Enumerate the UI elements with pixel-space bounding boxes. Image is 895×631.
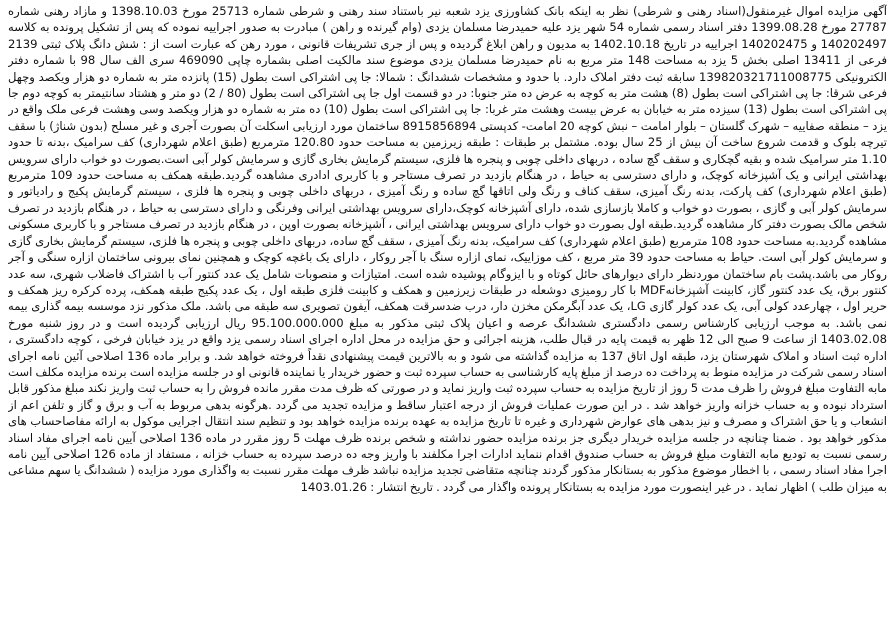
publish-date: 1403.01.26	[300, 479, 368, 494]
auction-notice-text	[8, 3, 887, 627]
notice-paragraph	[8, 3, 887, 495]
notice-body: آگهی مزایده اموال غیرمنقول(اسناد رهنی و شرطی) نظر به اینکه بانک کشاورزی یزد شعبه نیر باستناد سند رهنی و شرطی شماره 25713 مورخ 1398.10.03 و مازاد رهنی شماره 27787 مورخ 1399.08.28 دفتر اسناد رسمی شماره 54 شهر یزد علیه حمیدرضا مسلمان یزدی (وام گیرنده و راهن ) مبادرت به صدور اجراییه نموده که پس از تشکیل پرونده به کلاسه 140202497 و 140202475 اجراییه در تاریخ 1402.10.18 به مدیون و راهن ابلاغ گردیده و پس از جری تشریفات قانونی ، مورد رهن که عبارت است از : شش دانگ پلاک ثبتی 2139 فرعی از 13411 اصلی بخش 5 یزد به مساحت 148 متر مربع به نام حمیدرضا مسلمان یزدی موضوع سند مالکیت اصلی بشماره چاپی 469090 سری الف سال 98 با شماره دفتر الکترونیکی 139820321711008775 سابقه ثبت دفتر املاک دارد. با حدود و مشخصات ششدانگ : شمالا: جا پی اشتراکی است بطول (15) پانزده متر به شماره دو هزار ویکصد وچهل فرعی شرقا: جا پی اشتراکی است بطول (8) هشت متر به کوچه به عرض ده متر جنوبا: در دو قسمت اول جا پی اشتراکی است بطول (80 / 2) دو متر و هشتاد سانتیمتر به کوچه دوم جا پی اشتراکی است بطول (13) سیزده متر به خیابان به عرض بیست وهشت متر غربا: جا پی اشتراکی است بطول (10) ده متر به شماره دو هزار ویکصد وسی وهشت فرعی ملک واقع در یزد – منطقه صفاییه – شهرک گلستان – بلوار امامت – نبش کوچه 20 امامت- کدپستی 8915856894 ساختمان مورد ارزیابی اسکلت آن بصورت آجری و غیر مسلح (بدون شناژ) با سقف تیرچه بلوک و قدمت شروع ساخت آن بیش از 25 سال بوده. مشتمل بر طبقات : طبقه زیرزمین به مساحت حدود 120.80 مترمربع (طبق اعلام شهرداری) کف سرامیک ،بدنه تا حدود 1.10 متر سرامیک شده و بقیه گچکاری و سقف گچ ساده ، دربهای داخلی چوبی و پنجره ها فلزی، سیستم گرمایش بخاری گازی و سرمایش کولر آبی است.بصورت دو خواب دارای سرویس بهداشتی ایرانی و یک آشپزخانه کوچک، و دارای دسترسی به حیاط ، در هنگام بازدید در تصرف مستاجر و با کاربری ادادری مشاهده گردید.طبقه همکف به مساحت حدود 109 مترمربع (طبق اعلام شهرداری) کف پارکت، بدنه رنگ آمیزی، سقف کناف و رنگ ولی اتاقها گچ ساده و رنگ آمیزی ، دربهای داخلی چوبی و پنجره ها فلزی ، سیستم گرمایش پکیج و رادیاتور و سرمایش کولر آبی و گازی ، بصورت دو خواب و کاملا بازسازی شده، دارای آشپزخانه کوچک،دارای سرویس بهداشتی ایرانی وفرنگی و دارای دسترسی به حیاط ، در هنگام بازدید در تصرف شخص مالک بصورت دفتر کار مشاهده گردید.طبقه اول بصورت دو خواب دارای سرویس بهداشتی ایرانی ، آشپزخانه بصورت اوپن ، در هنگام بازدید در تصرف مستاجر و با کاربری مسکونی مشاهده گردید.به مساحت حدود 108 مترمربع (طبق اعلام شهرداری) کف سرامیک، بدنه رنگ آمیزی ، سقف گچ ساده، دربهای داخلی چوبی و پنجره ها فلزی، سیستم گرمایش بخاری گازی و سرمایش کولر آبی است. حیاط به مساحت حدود 39 متر مربع ، کف موزاییک، نمای ازاره سنگ با آجر روکار ، دارای یک باغچه کوچک و همچنین نمای بیرونی ساختمان ازاره سنگی و آجر روکار می باشد.پشت بام ساختمان موردنظر دارای دیوارهای حائل کوتاه و با ایزوگام پوشیده شده است. امتیازات و منصوبات شامل یک عدد کنتور آب با اشتراک فاضلاب شهری، سه عدد کنتور برق، یک عدد کنتور گاز، کابینت آشپزخانهMDF با کار رومیزی دوشعله در طبقات زیرزمین و همکف و کابینت فلزی طبقه اول ، یک عدد پکیج طبقه همکف، پرده کرکره ریز همکف و حریر اول ، چهارعدد کولی آبی، یک عدد کولر گازی LG، یک عدد آبگرمکن مخزن دار، درب ضدسرقت همکف، آیفون تصویری سه طبقه می باشد. ملک مذکور نزد موسسه بیمه گذاری بیمه نمی باشد. به موجب ارزیابی کارشناس رسمی دادگستری ششدانگ عرصه و اعیان پلاک ثبتی مذکور به مبلغ 95.100.000.000 ریال ارزیابی گردیده است و در روز شنبه مورخ 1403.02.08 از ساعت 9 صبح الی 12 ظهر به قیمت پایه در قبال طلب، هزینه اجرائی و حق مزایده در محل اداره اجرای اسناد رسمی یزد واقع در یزد خیابان فرخی ، کوچه دادگستری ، اداره ثبت اسناد و املاک شهرستان یزد، طبقه اول اتاق 137 به مزایده گذاشته می شود و به بالاترین قیمت پیشنهادی نقداً فروخته خواهد شد. و برابر ماده 136 اصلاحی آئین نامه اجرای اسناد رسمی شرکت در مزایده منوط به پرداخت ده درصد از مبلغ پایه کارشناسی به حساب سپرده ثبت و حضور خریدار یا نماینده قانونی او در جلسه مزایده است برنده مزایده مکلف است مابه التفاوت مبلغ فروش را ظرف مدت 5 روز از تاریخ مزایده به حساب سپرده ثبت واریز نماید و در صورتی که ظرف مدت مقرر مانده فروش را به حساب ثبت واریز نکند مبلغ مذکور قابل استرداد نبوده و به حساب خزانه واریز خواهد شد . در این صورت عملیات فروش از درجه اعتبار ساقط و مزایده تجدید می گردد .هرگونه بدهی مربوط به آب و برق و گاز و تلفن اعم از انشعاب و یا حق اشتراک و مصرف و نیز بدهی های عوارض شهرداری و غیره تا تاریخ مزایده به عهده برنده مزایده خواهد بود و تنظیم سند انتقال اجرایی موکول به ارائه مفاصاحساب های مذکور خواهد بود . ضمنا چنانچه در جلسه مزایده خریدار دیگری جز برنده مزایده حضور نداشته و شخص برنده ظرف مهلت 5 روز مقرر در ماده 136 اصلاحی آیین نامه اجرای مفاد اسناد رسمی نسبت به تودیع مابه التفاوت مبلغ فروش به حساب صندوق اقدام ننماید ادارات اجرا مکلفند با واریز وجه ده درصد سپرده به حساب خزانه ، مستفاد از ماده 126 اصلاحی آیین نامه اجرا مفاد اسناد رسمی ، با اخطار موضوع مذکور به بستانکار مذکور گردند چنانچه متقاضی تجدید مزایده نباشد ظرف مهلت مقرر نسبت به واگذاری مورد مزایده ( ششدانگ یا سهم مشاعی به میزان طلب ) اظهار نماید . در غیر اینصورت مورد مزایده به بستانکار پرونده واگذار می گردد . تاریخ انتشار :	[8, 4, 887, 494]
